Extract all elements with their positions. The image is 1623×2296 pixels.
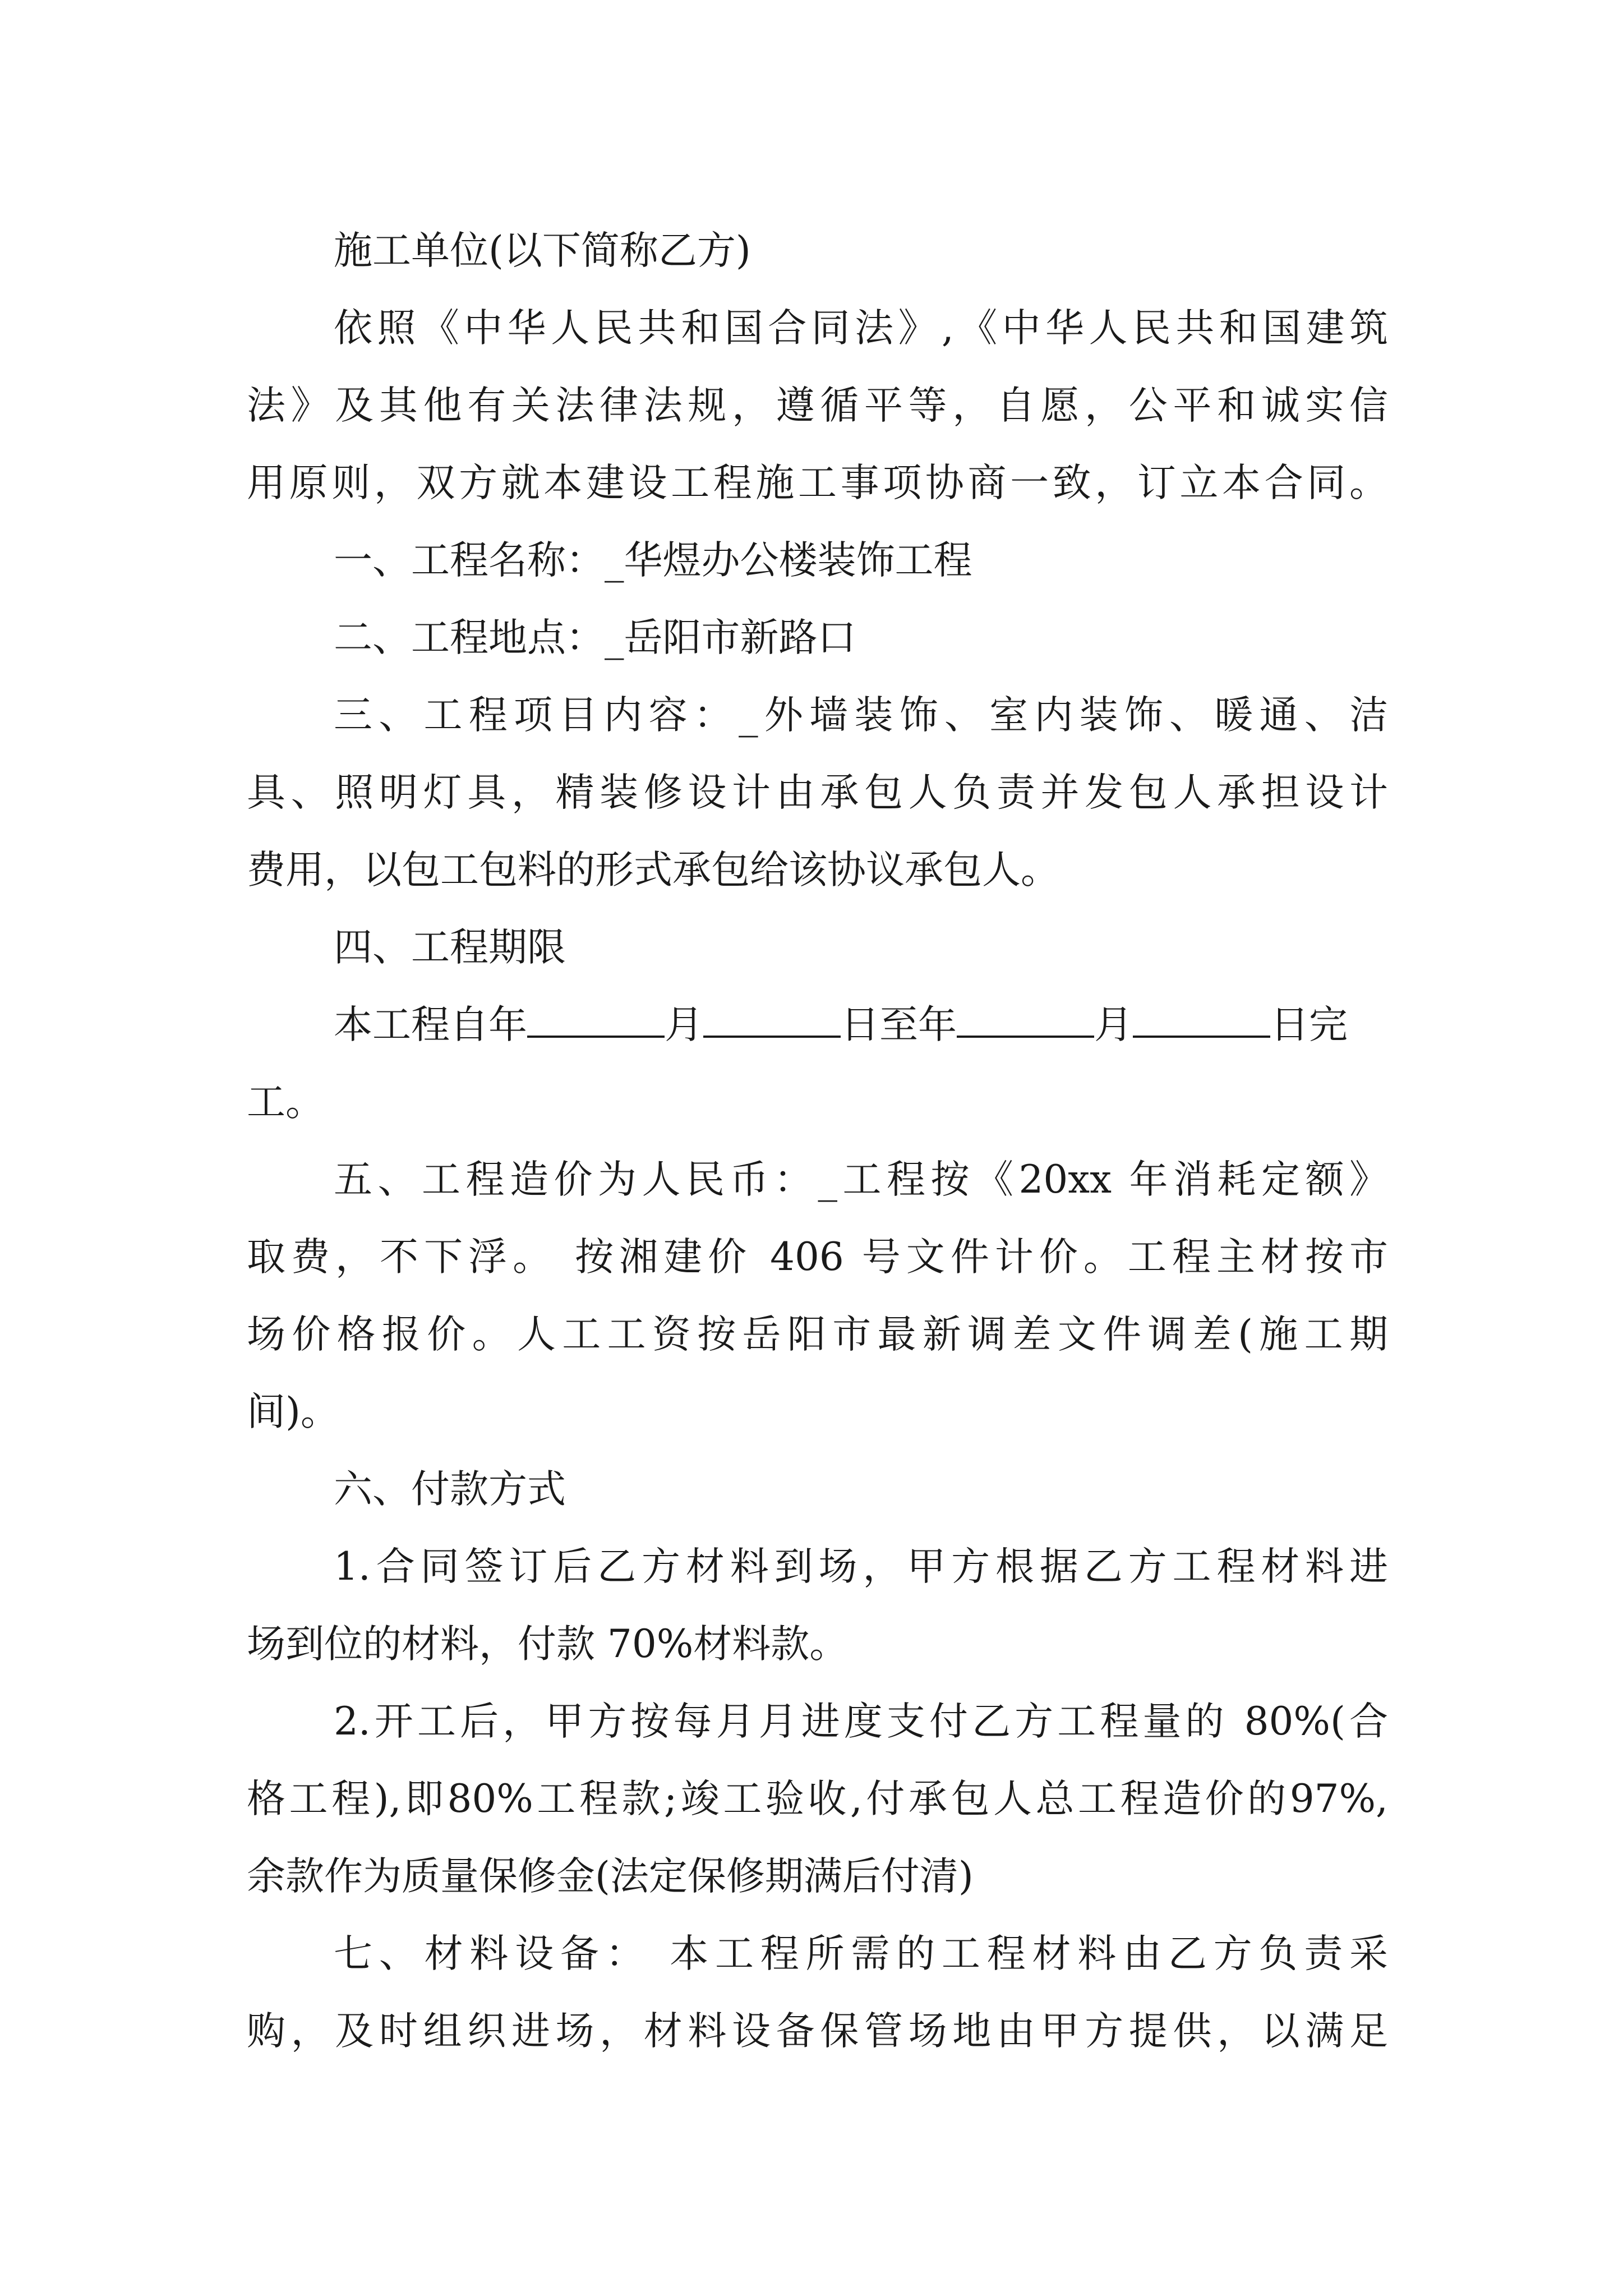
end-day-blank bbox=[1133, 1001, 1270, 1038]
date-prefix: 本工程自年 bbox=[334, 1002, 527, 1047]
contract-line: 余款作为质量保修金(法定保修期满后付清) bbox=[247, 1854, 974, 1899]
contract-line: 格工程),即80%工程款;竣工验收,付承包人总工程造价的97%, bbox=[247, 1777, 1388, 1821]
date-end: 日完 bbox=[1270, 1002, 1348, 1047]
contract-line: 工。 bbox=[247, 1080, 324, 1125]
contract-line: 场到位的材料，付款 70%材料款。 bbox=[247, 1622, 849, 1667]
contract-line: 五、工程造价为人民币：_工程按《20xx 年消耗定额》 bbox=[334, 1157, 1388, 1202]
contract-line: 法》及其他有关法律法规，遵循平等，自愿，公平和诚实信 bbox=[247, 383, 1388, 428]
date-month-1: 月 bbox=[665, 1002, 703, 1047]
contract-line: 场价格报价。人工工资按岳阳市最新调差文件调差(施工期 bbox=[247, 1312, 1388, 1357]
day-blank bbox=[703, 1001, 841, 1038]
date-to: 日至年 bbox=[841, 1002, 957, 1047]
contract-line: 费用，以包工包料的形式承包给该协议承包人。 bbox=[247, 848, 1059, 892]
contract-line: 2.开工后，甲方按每月月进度支付乙方工程量的 80%(合 bbox=[334, 1699, 1388, 1744]
date-month-2: 月 bbox=[1094, 1002, 1133, 1047]
contract-line: 取费，不下浮。 按湘建价 406 号文件计价。工程主材按市 bbox=[247, 1235, 1388, 1280]
contract-line: 二、工程地点：_岳阳市新路口 bbox=[334, 615, 856, 660]
contract-body bbox=[247, 212, 1388, 2070]
contract-line: 间)。 bbox=[247, 1389, 339, 1434]
contract-line: 四、工程期限 bbox=[334, 925, 566, 970]
contract-line: 依照《中华人民共和国合同法》,《中华人民共和国建筑 bbox=[334, 306, 1388, 351]
contract-line: 六、付款方式 bbox=[334, 1467, 566, 1512]
date-line bbox=[247, 986, 1388, 1064]
contract-line: 用原则，双方就本建设工程施工事项协商一致，订立本合同。 bbox=[247, 461, 1388, 505]
end-year-blank bbox=[957, 1001, 1094, 1038]
year-blank bbox=[527, 1001, 665, 1038]
contract-line: 具、照明灯具，精装修设计由承包人负责并发包人承担设计 bbox=[247, 770, 1388, 815]
contract-line: 施工单位(以下简称乙方) bbox=[334, 228, 751, 273]
contract-line: 七、材料设备： 本工程所需的工程材料由乙方负责采 bbox=[334, 1931, 1388, 1976]
contract-line: 1.合同签订后乙方材料到场，甲方根据乙方工程材料进 bbox=[334, 1544, 1388, 1589]
contract-line: 三、工程项目内容：_外墙装饰、室内装饰、暖通、洁 bbox=[334, 693, 1388, 738]
contract-line: 一、工程名称：_华煜办公楼装饰工程 bbox=[334, 538, 972, 583]
contract-line: 购，及时组织进场，材料设备保管场地由甲方提供，以满足 bbox=[247, 2009, 1388, 2054]
